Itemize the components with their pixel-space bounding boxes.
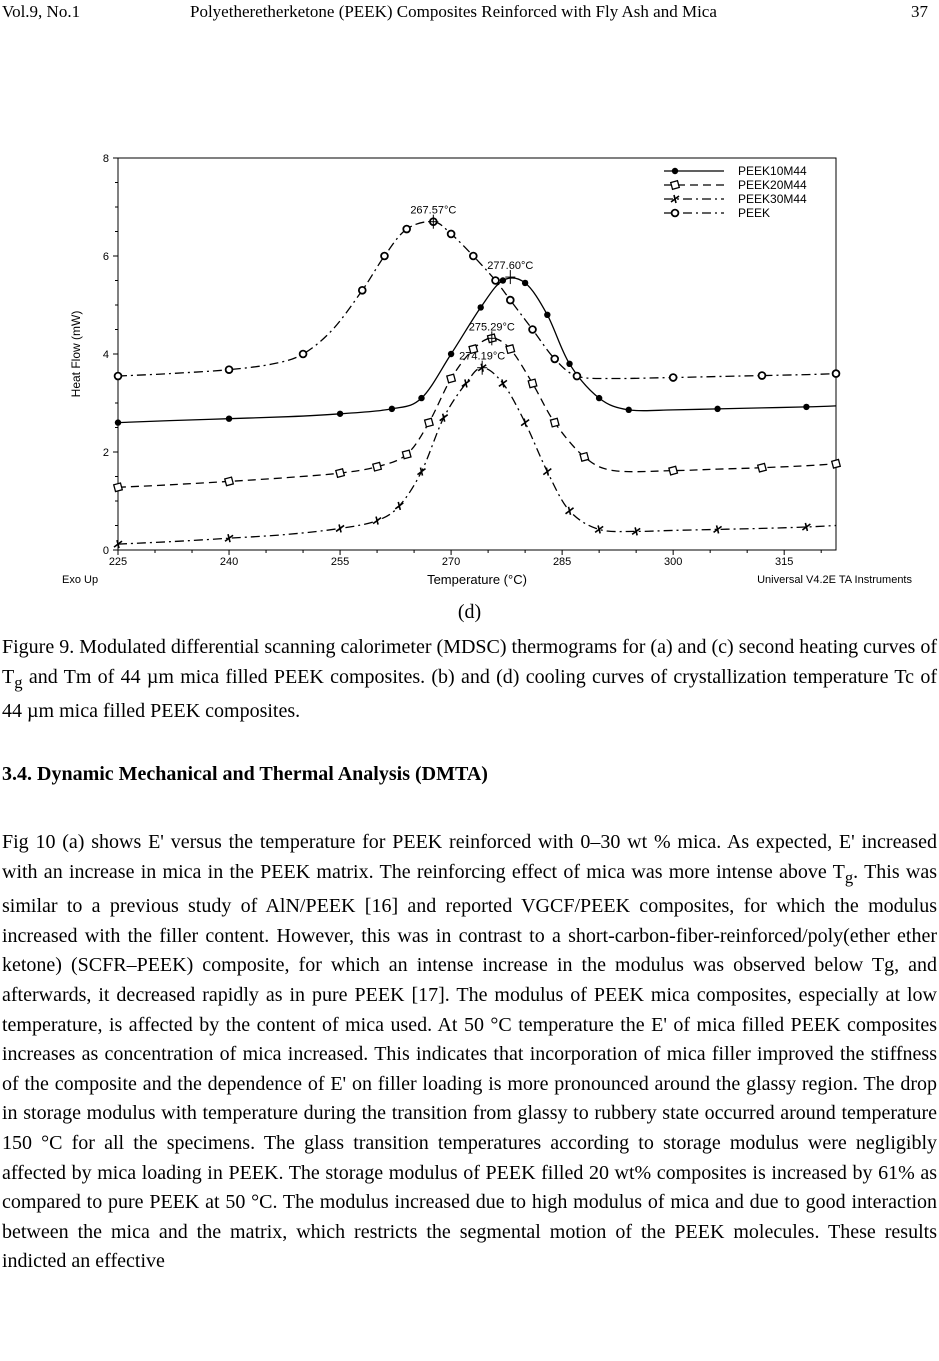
chart-legend <box>664 164 807 220</box>
data-point <box>574 373 581 380</box>
instrument-note: Universal V4.2E TA Instruments <box>757 574 912 586</box>
peak-label: 274.19°C <box>459 350 506 363</box>
data-point <box>373 462 382 471</box>
section-heading: 3.4. Dynamic Mechanical and Thermal Analysis (DMTA) <box>2 763 488 785</box>
x-tick-label: 225 <box>108 556 128 568</box>
data-point <box>389 406 395 412</box>
y-tick-label: 2 <box>102 447 109 459</box>
data-point <box>417 468 425 476</box>
data-point <box>507 297 514 304</box>
x-tick-label: 240 <box>219 556 239 568</box>
data-point <box>528 379 537 388</box>
data-point <box>544 312 550 318</box>
data-point <box>759 372 766 379</box>
legend-label: PEEK20M44 <box>738 178 807 192</box>
data-point <box>418 395 424 401</box>
legend-marker <box>672 168 678 174</box>
section-body: Fig 10 (a) shows E' versus the temperature for PEEK reinforced with 0–30 wt % mica. As expected, E' increased with an increase in mica in the PEEK matrix. The reinforcing effect of mica was more intense above $T_g$. This was similar to a previous study of AlN/PEEK [16] and reported VGCF/PEEK composites, for which the modulus increased with the filler content. However, this was in contrast to a short-carbon-fiber-reinforced/poly(ether ether ketone) (SCFR–PEEK) composite, for which an intense increase in the modulus was observed below Tg, and afterwards, it decreased rapidly as in pure PEEK [17]. The modulus of PEEK mica composites, especially at low temperature, is affected by the content of mica used. At 50 °C temperature the E' of mica filled PEEK composites increases as concentration of mica increased. This indicates that incorporation of mica filler improved the stiffness of the composite and the dependence of E' on filler loading is more pronounced around the glassy region. The drop in storage modulus with temperature during the transition from glassy to rubbery state occurred around temperature 150 °C for all the specimens. The glass transition temperatures according to storage modulus were negligibly affected by mica loading in PEEK. The storage modulus of PEEK filled 20 wt% composites is increased by 61% as compared to pure PEEK at 50 °C. The modulus increased due to high modulus of mica and due to good interaction between the mica and the matrix, which restricts the segmental motion of the PEEK molecules. These results indicted an effective <box>2 831 937 1273</box>
peak-label: 267.57°C <box>410 204 457 217</box>
figure-sublabel: (d) <box>457 601 482 623</box>
data-point <box>758 463 767 472</box>
data-point <box>595 525 603 533</box>
data-point <box>529 326 536 333</box>
data-point <box>580 453 589 462</box>
data-point <box>551 356 558 363</box>
y-tick-label: 6 <box>102 251 109 263</box>
x-tick-label: 270 <box>441 556 461 568</box>
legend-marker <box>671 181 680 190</box>
data-point <box>478 304 484 310</box>
data-point <box>832 459 841 468</box>
data-point <box>448 231 455 238</box>
legend-label: PEEK10M44 <box>738 164 807 178</box>
data-point <box>336 469 345 478</box>
data-point <box>566 361 572 367</box>
series-line-peek30m44 <box>118 368 836 544</box>
data-point <box>115 373 122 380</box>
data-point <box>300 351 307 358</box>
figure-caption: Figure 9. Modulated differential scanning calorimeter (MDSC) thermograms for (a) and (c) second heating curves of $T_g$ and Tm of 44 µm mica filled PEEK composites. (b) and (d) cooling curves of crystallization temperature Tc of 44 µm mica filled PEEK composites. <box>2 636 937 723</box>
data-point <box>470 253 477 260</box>
data-point <box>803 404 809 410</box>
y-tick-label: 4 <box>102 349 109 361</box>
data-point <box>596 395 602 401</box>
data-point <box>492 277 499 284</box>
data-point <box>500 277 506 283</box>
data-point <box>425 418 434 427</box>
data-point <box>337 411 343 417</box>
x-tick-label: 255 <box>330 556 350 568</box>
data-point <box>714 525 722 533</box>
data-point <box>448 351 454 357</box>
data-point <box>403 226 410 233</box>
x-tick-label: 300 <box>663 556 683 568</box>
x-axis-label: Temperature (°C) <box>427 572 527 587</box>
page-number: 37 <box>911 2 928 21</box>
data-point <box>566 507 574 515</box>
data-point <box>447 374 456 383</box>
data-point <box>336 524 344 532</box>
y-axis-label: Heat Flow (mW) <box>69 310 83 398</box>
data-point <box>225 477 234 486</box>
x-tick-label: 285 <box>552 556 572 568</box>
data-point <box>402 450 411 459</box>
data-point <box>522 280 528 286</box>
data-point <box>226 366 233 373</box>
data-point <box>359 287 366 294</box>
y-tick-label: 0 <box>102 545 109 557</box>
data-point <box>114 483 123 492</box>
data-point <box>543 468 551 476</box>
peak-label: 277.60°C <box>487 260 534 273</box>
data-point <box>115 419 121 425</box>
data-point <box>550 418 559 427</box>
data-point <box>506 345 515 354</box>
data-point <box>462 379 470 387</box>
data-point <box>373 517 381 525</box>
data-point <box>521 419 529 427</box>
data-point <box>395 502 403 510</box>
legend-marker <box>672 210 679 217</box>
legend-label: PEEK <box>738 206 771 220</box>
running-header-title: Polyetheretherketone (PEEK) Composites Reinforced with Fly Ash and Mica <box>190 2 717 21</box>
mdsc-thermogram-chart <box>0 140 939 600</box>
data-point <box>626 407 632 413</box>
y-tick-label: 8 <box>102 153 109 165</box>
data-point <box>669 466 678 475</box>
peak-label: 275.29°C <box>468 321 515 334</box>
legend-label: PEEK30M44 <box>738 192 807 206</box>
data-point <box>833 370 840 377</box>
data-point <box>381 253 388 260</box>
data-point <box>714 406 720 412</box>
data-point <box>670 374 677 381</box>
data-point <box>226 415 232 421</box>
data-point <box>440 414 448 422</box>
exo-up-note: Exo Up <box>62 574 99 586</box>
x-tick-label: 315 <box>775 556 794 568</box>
running-header-volume: Vol.9, No.1 <box>2 2 81 21</box>
